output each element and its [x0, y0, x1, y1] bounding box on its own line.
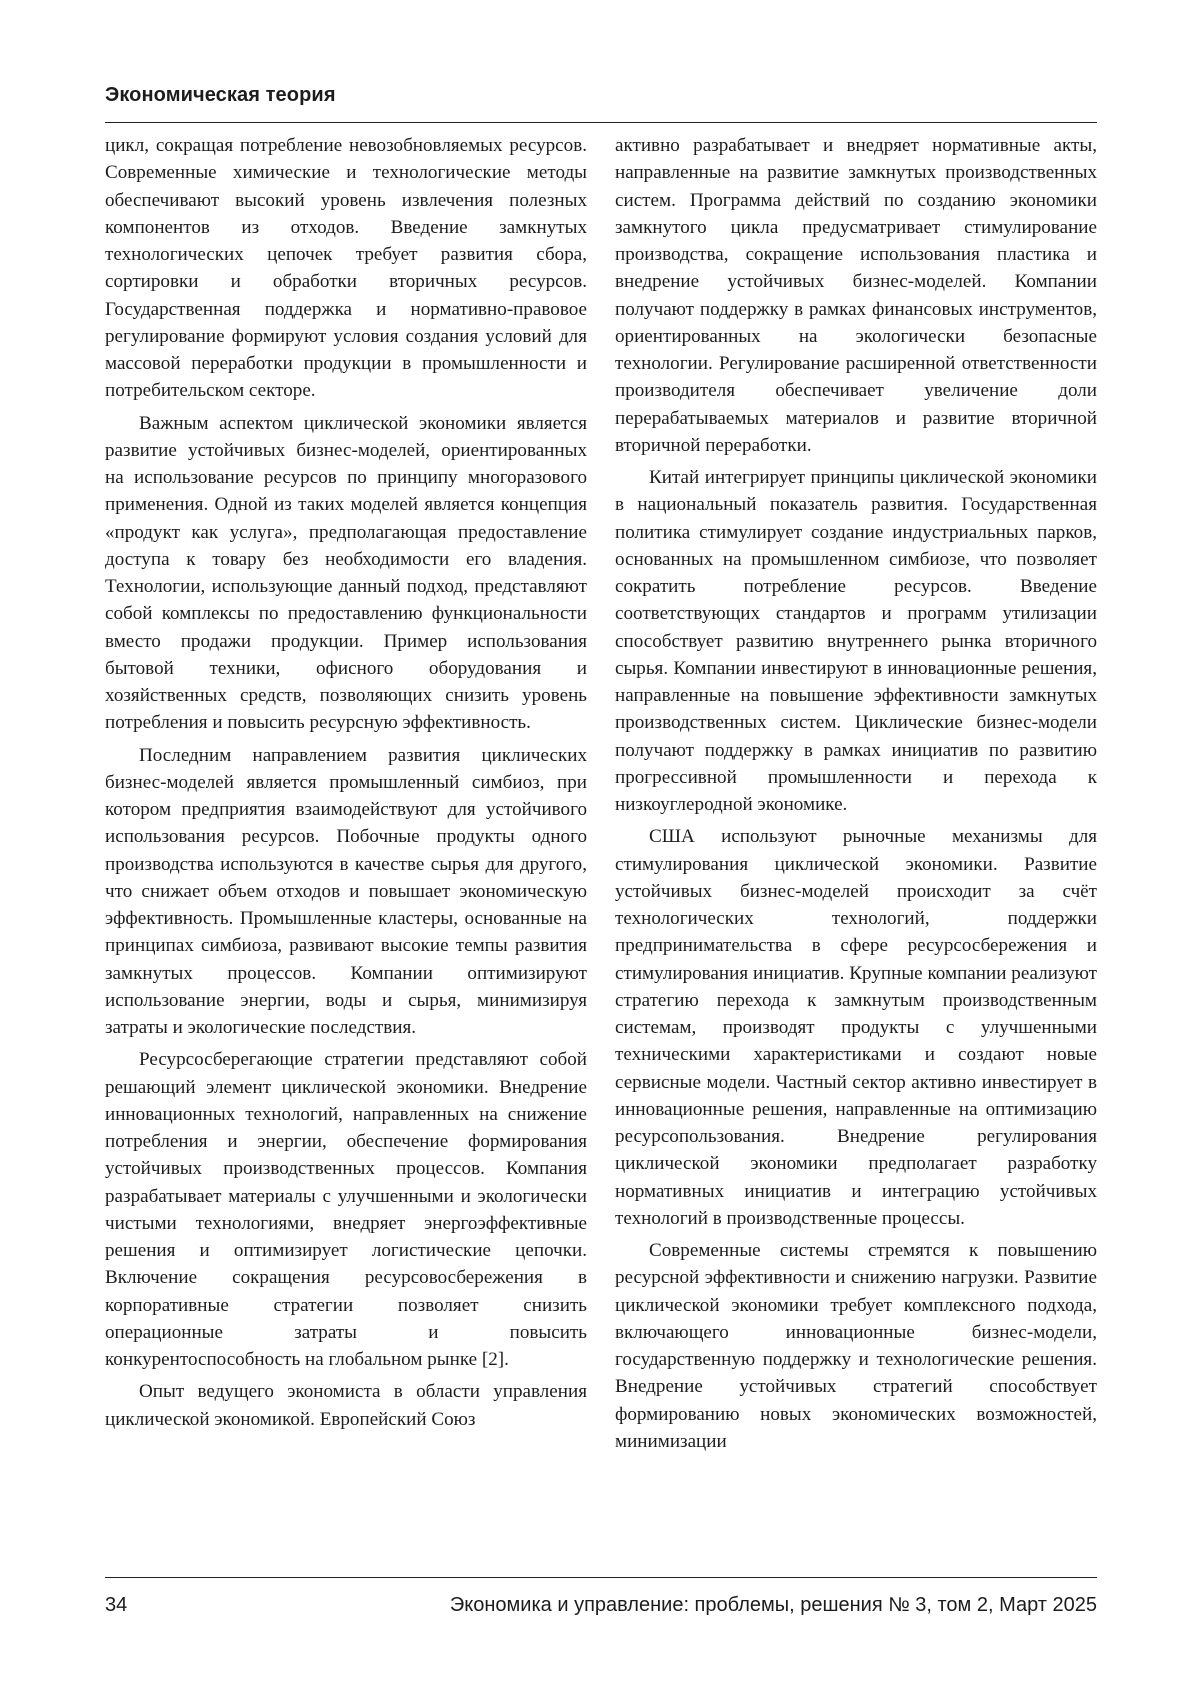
paragraph: Китай интегрирует принципы циклической экономики в национальный показатель развития. Государственная политика стимулирует создание индустриальных парков, основанных на промышленном симбиозе, что позволяет сократить потребление ресурсов. Введение соответствующих стандартов и программ утилизации способствует развитию внутреннего рынка вторичного сырья. Компании инвестируют в инновационные решения, направленные на повышение эффективности замкнутых производственных систем. Циклические бизнес-модели получают поддержку в рамках инициатив по развитию прогрессивной промышленности и перехода к низкоуглеродной экономике.	[615, 467, 1097, 815]
paragraph: Современные системы стремятся к повышению ресурсной эффективности и снижению нагрузки. Развитие циклической экономики требует комплексного подхода, включающего инновационные бизнес-модели, государственную поддержку и технологические решения. Внедрение устойчивых стратегий способствует формированию новых экономических возможностей, минимизации	[615, 1240, 1097, 1452]
section-title: Экономическая теория	[105, 84, 336, 106]
journal-citation: Экономика и управление: проблемы, решения № 3, том 2, Март 2025	[449, 1594, 1097, 1616]
right-column	[615, 132, 1097, 1460]
left-column	[105, 132, 587, 1438]
paragraph: активно разрабатывает и внедряет нормативные акты, направленные на развитие замкнутых производственных систем. Программа действий по созданию экономики замкнутого цикла предусматривает стимулирование производства, сокращение использования пластика и внедрение устойчивых бизнес-моделей. Компании получают поддержку в рамках финансовых инструментов, ориентированных на экологически безопасные технологии. Регулирование расширенной ответственности производителя обеспечивает увеличение доли перерабатываемых материалов и развитие вторичной вторичной переработки.	[615, 135, 1097, 456]
paragraph: Ресурсосберегающие стратегии представляют собой решающий элемент циклической экономики. Внедрение инновационных технологий, направленных на снижение потребления и энергии, обеспечение формирования устойчивых производственных процессов. Компания разрабатывает материалы с улучшенными и экологически чистыми технологиями, внедряет энергоэффективные решения и оптимизирует логистические цепочки. Включение сокращения ресурсовосбережения в корпоративные стратегии позволяет снизить операционные затраты и повысить конкурентоспособность на глобальном рынке [2].	[105, 1049, 587, 1370]
paragraph: цикл, сокращая потребление невозобновляемых ресурсов. Современные химические и технологические методы обеспечивают высокий уровень извлечения полезных компонентов из отходов. Введение замкнутых технологических цепочек требует развития сбора, сортировки и обработки вторичных ресурсов. Государственная поддержка и нормативно-правовое регулирование формируют условия создания условий для массовой переработки продукции в промышленности и потребительском секторе.	[105, 135, 587, 402]
paragraph: Опыт ведущего экономиста в области управления циклической экономикой. Европейский Союз	[105, 1381, 587, 1430]
footer-rule	[105, 1577, 1097, 1578]
paragraph: Последним направлением развития циклических бизнес-моделей является промышленный симбиоз, при котором предприятия взаимодействуют для устойчивого использования ресурсов. Побочные продукты одного производства используются в качестве сырья для другого, что снижает объем отходов и повышает экономическую эффективность. Промышленные кластеры, основанные на принципах симбиоза, развивают высокие темпы развития замкнутых процессов. Компании оптимизируют использование энергии, воды и сырья, минимизируя затраты и экологические последствия.	[105, 744, 587, 1038]
paragraph: Важным аспектом циклической экономики является развитие устойчивых бизнес-моделей, ориентированных на использование ресурсов по принципу многоразового применения. Одной из таких моделей является концепция «продукт как услуга», предполагающая предоставление доступа к товару без необходимости его владения. Технологии, использующие данный подход, представляют собой комплексы по предоставлению функциональности вместо продажи продукции. Пример использования бытовой техники, офисного оборудования и хозяйственных средств, позволяющих снизить уровень потребления и повысить ресурсную эффективность.	[105, 412, 587, 734]
page-number: 34	[105, 1594, 128, 1616]
header-rule	[105, 122, 1097, 123]
paragraph: США используют рыночные механизмы для стимулирования циклической экономики. Развитие устойчивых бизнес-моделей происходит за счёт технологических технологий, поддержки предпринимательства в сфере ресурсосбережения и стимулирования инициатив. Крупные компании реализуют стратегию перехода к замкнутым производственным системам, производят продукты с улучшенными техническими характеристиками и создают новые сервисные модели. Частный сектор активно инвестирует в инновационные решения, направленные на оптимизацию ресурсопользования. Внедрение регулирования циклической экономики предполагает разработку нормативных инициатив и интеграцию устойчивых технологий в производственные процессы.	[615, 826, 1097, 1229]
